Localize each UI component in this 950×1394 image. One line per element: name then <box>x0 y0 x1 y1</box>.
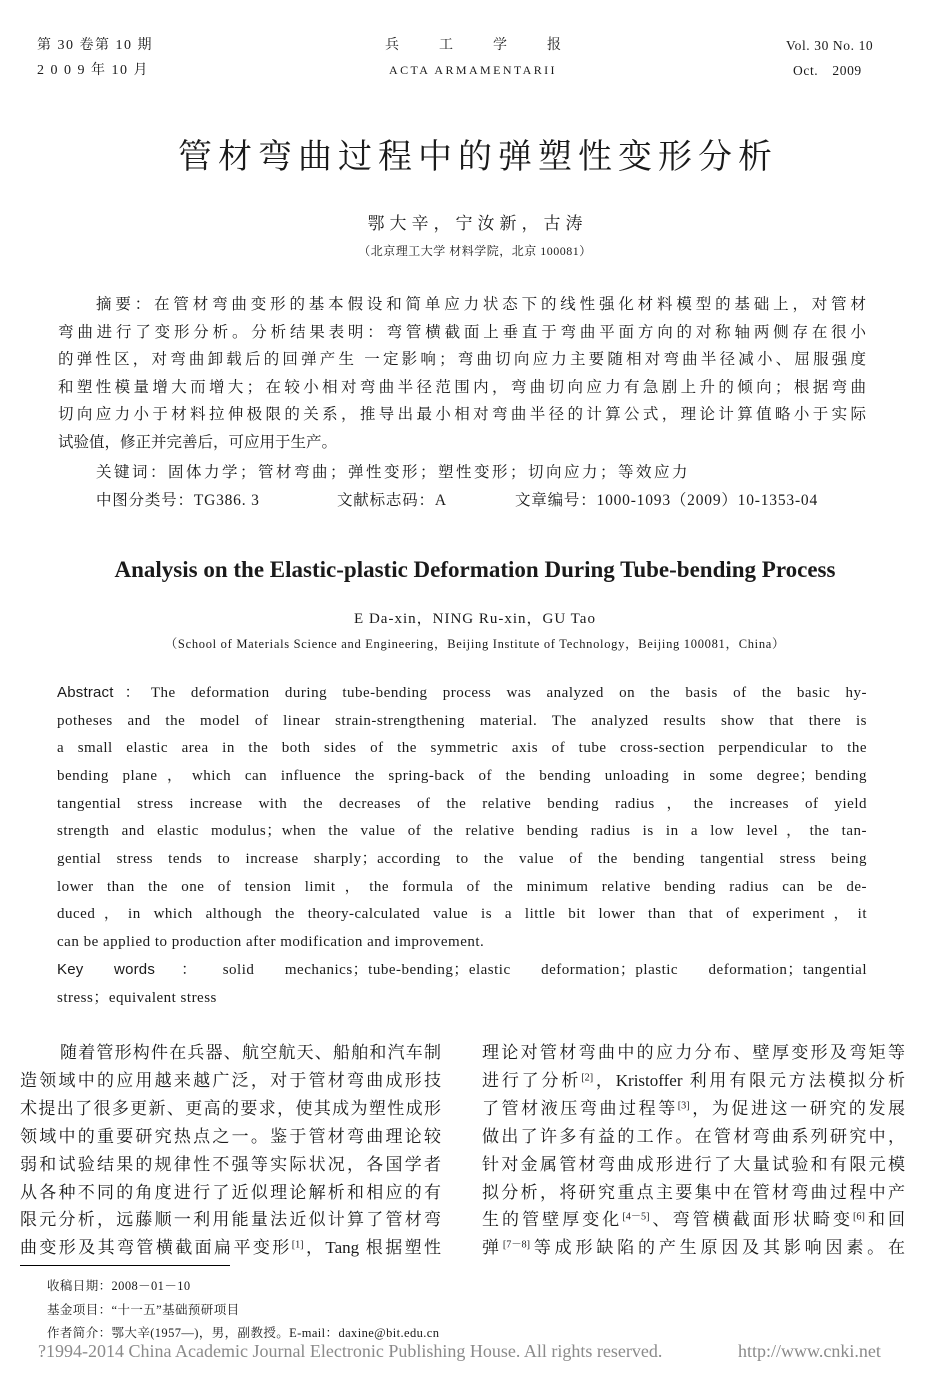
text-line <box>57 985 867 1013</box>
citation-superscript: [7－8] <box>502 1239 531 1251</box>
line-text: lower than the one of tension limit，the formula of the minimum relative bending radius can be de- <box>57 878 867 895</box>
line-text: 试验值，修正并完善后，可应用于生产。 <box>58 433 338 451</box>
text-line <box>57 679 867 708</box>
footnote-label: 作者简介： <box>47 1326 112 1340</box>
journal-name-cn: 兵 工 学 报 <box>385 38 574 53</box>
line-text: 在管材弯曲变形的基本假设和简单应力状态下的线性强化材料模型的基础上，对管材 <box>154 296 866 313</box>
line-text: ，为促进这一研究的发展 <box>689 1098 906 1118</box>
keywords-en-label: Key words： <box>57 961 223 978</box>
line-text: 进行了分析 <box>482 1070 582 1090</box>
footnotes <box>47 1275 439 1346</box>
issue-date-en: Oct. 2009 <box>793 63 862 78</box>
clc-number <box>96 487 260 515</box>
citation-superscript: [1] <box>291 1239 304 1251</box>
body-column-left <box>20 1039 441 1262</box>
line-text: gential stress tends to increase sharply；according to the value of the bending tangential stress being <box>57 850 867 867</box>
text-line <box>20 1067 441 1095</box>
citation-superscript: [4－5] <box>622 1211 650 1223</box>
line-text: 理论对管材弯曲中的应力分布、壁厚变形及弯矩等 <box>482 1043 905 1062</box>
line-text: tangential stress increase with the decreases of the relative bending radius，the increases of yield <box>57 795 867 812</box>
line-text: The deformation during tube-bending process was analyzed on the basis of the basic hy- <box>150 685 867 701</box>
classification-line <box>0 487 950 515</box>
citation-superscript: [2] <box>581 1072 594 1084</box>
line-text: bending plane，which can influence the spring-back of the bending unloading in some degree；bending <box>57 767 867 784</box>
authors-cn: 鄂大辛，宁汝新，古涛 <box>367 214 588 233</box>
text-line <box>58 374 866 402</box>
volume-issue: 第 30 卷第 10 期 <box>37 38 153 53</box>
line-text: 弱和试验结果的规律性不强等实际状况，各国学者 <box>20 1154 441 1174</box>
line-text: 曲变形及其弯管横截面扁平变形 <box>20 1238 292 1258</box>
footnote-value: 鄂大辛(1957—)，男，副教授。E-mail：daxine@bit.edu.cn <box>111 1326 440 1340</box>
line-text: 了管材液压弯曲过程等 <box>482 1098 678 1118</box>
line-text: 弹 <box>482 1238 503 1258</box>
line-text: 和回 <box>864 1210 905 1230</box>
text-line <box>57 708 867 736</box>
citation-superscript: [3] <box>677 1100 690 1112</box>
abstract-en-label: Abstract： <box>57 684 151 701</box>
line-text: 针对金属管材弯曲成形进行了大量试验和有限元模 <box>482 1154 905 1174</box>
paper-title-en: Analysis on the Elastic-plastic Deformation During Tube-bending Process <box>114 557 836 582</box>
running-header-left <box>37 33 153 83</box>
text-line <box>58 291 866 319</box>
line-text: ，Tang 根据塑性 <box>303 1238 442 1258</box>
text-line <box>482 1123 905 1151</box>
text-line <box>20 1206 441 1234</box>
text-line <box>57 818 867 846</box>
keywords-cn-text: 固体力学；管材弯曲；弹性变形；塑性变形；切向应力；等效应力 <box>168 464 691 481</box>
line-text: duced，in which although the theory-calculated value is a little bit lower than that of experiment，it <box>57 906 867 923</box>
line-text: strength and elastic modulus；when the value of the relative bending radius is in a low level，the tan- <box>57 823 867 840</box>
line-text: ，Kristoffer 利用有限元方法模拟分析 <box>593 1070 905 1090</box>
line-text: 随着管形构件在兵器、航空航天、船舶和汽车制 <box>60 1043 441 1062</box>
footnote-fund <box>47 1299 439 1323</box>
text-line <box>57 763 867 791</box>
clc-value: TG386. 3 <box>193 492 260 509</box>
text-line <box>20 1095 441 1123</box>
line-text: 造领域中的应用越来越广泛，对于管材弯曲成形技 <box>20 1070 441 1090</box>
abstract-en <box>57 679 867 957</box>
publisher-url: http://www.cnki.net <box>738 1341 881 1361</box>
text-line <box>57 874 867 902</box>
text-line <box>482 1039 905 1067</box>
keywords-en <box>57 956 867 1012</box>
line-text: 和塑性模量增大而增大；在较小相对弯曲半径范围内，弯曲切向应力有急剧上升的倾向；根据弯曲 <box>58 378 866 396</box>
text-line <box>57 929 867 957</box>
affiliation-en: （School of Materials Science and Engineering，Beijing Institute of Technology，Beijing 100081，China） <box>164 637 786 651</box>
footnote-received <box>47 1275 439 1299</box>
text-line <box>20 1039 441 1067</box>
document-code <box>337 487 447 515</box>
issue-date-cn: 2 0 0 9 年 10 月 <box>37 63 149 78</box>
text-line <box>58 346 866 374</box>
text-line <box>20 1234 441 1262</box>
text-line <box>20 1151 441 1179</box>
authors-en: E Da-xin，NING Ru-xin，GU Tao <box>354 611 596 627</box>
keywords-cn <box>96 459 690 487</box>
text-line <box>482 1179 905 1207</box>
footnote-value: “十一五”基础预研项目 <box>111 1302 240 1317</box>
footnote-label: 基金项目： <box>47 1302 112 1317</box>
line-text: solid mechanics；tube-bending；elastic deformation；plastic deformation；tangential <box>222 962 867 978</box>
line-text: 切向应力小于材料拉伸极限的关系，推导出最小相对弯曲半径的计算公式，理论计算值略小于实际 <box>58 406 866 423</box>
text-line <box>482 1151 905 1179</box>
text-line <box>58 429 866 457</box>
text-line <box>20 1179 441 1207</box>
line-text: 、弯管横截面形状畸变 <box>649 1210 854 1230</box>
text-line <box>482 1206 905 1234</box>
line-text: 领域中的重要研究热点之一。鉴于管材弯曲理论较 <box>20 1126 441 1146</box>
text-line <box>58 401 866 429</box>
line-text: 等成形缺陷的产生原因及其影响因素。在 <box>530 1238 906 1258</box>
body-column-right <box>482 1039 905 1262</box>
line-text: stress；equivalent stress <box>57 989 217 1006</box>
footnote-divider <box>20 1265 230 1266</box>
abstract-cn <box>58 291 866 456</box>
text-line <box>482 1234 905 1262</box>
text-line <box>57 735 867 763</box>
line-text: 生的管壁厚变化 <box>482 1210 623 1230</box>
article-no-label: 文章编号： <box>515 491 597 509</box>
text-line <box>482 1095 905 1123</box>
citation-superscript: [6] <box>853 1211 865 1223</box>
text-line <box>57 901 867 929</box>
article-number <box>515 487 818 515</box>
volume-en: Vol. 30 No. 10 <box>786 38 874 53</box>
affiliation-cn: （北京理工大学 材料学院，北京 100081） <box>358 244 592 258</box>
line-text: 拟分析，将研究重点主要集中在管材弯曲过程中产 <box>482 1182 905 1202</box>
text-line <box>57 956 867 985</box>
text-line <box>20 1123 441 1151</box>
line-text: can be applied to production after modification and improvement. <box>57 933 485 950</box>
text-line <box>57 846 867 874</box>
line-text: 从各种不同的角度进行了近似理论解析和相应的有 <box>20 1182 441 1202</box>
clc-label: 中图分类号： <box>96 491 194 509</box>
line-text: 的弹性区，对弯曲卸载后的回弹产生 一定影响；弯曲切向应力主要随相对弯曲半径减小、屈服强度 <box>58 351 866 368</box>
text-line <box>58 319 866 347</box>
doc-code-label: 文献标志码： <box>337 491 435 509</box>
text-line <box>482 1067 905 1095</box>
running-header-center <box>372 33 572 83</box>
text-line <box>57 791 867 819</box>
line-text: 限元分析，远藤顺一利用能量法近似计算了管材弯 <box>20 1210 441 1230</box>
copyright-notice: ?1994-2014 China Academic Journal Electronic Publishing House. All rights reserved. <box>38 1341 663 1361</box>
abstract-cn-label: 摘要： <box>96 295 155 313</box>
article-no-value: 1000-1093（2009）10-1353-04 <box>596 492 819 509</box>
line-text: 弯曲进行了变形分析。分析结果表明：弯管横截面上垂直于弯曲平面方向的对称轴两侧存在很小 <box>58 323 866 341</box>
keywords-cn-label: 关键词： <box>96 463 169 481</box>
line-text: 做出了许多有益的工作。在管材弯曲系列研究中， <box>482 1126 905 1146</box>
line-text: potheses and the model of linear strain-strengthening material. The analyzed results show that there is <box>57 712 867 729</box>
paper-title-cn: 管材弯曲过程中的弹塑性变形分析 <box>178 139 778 176</box>
journal-name-en: ACTA ARMAMENTARII <box>389 63 557 77</box>
line-text: a small elastic area in the both sides of the symmetric axis of tube cross-section perpendicular to the <box>57 740 867 757</box>
footnote-value: 2008－01－10 <box>111 1279 191 1293</box>
line-text: 术提出了很多更新、更高的要求，使其成为塑性成形 <box>20 1098 441 1118</box>
footnote-label: 收稿日期： <box>47 1279 112 1293</box>
doc-code-value: A <box>434 492 447 509</box>
